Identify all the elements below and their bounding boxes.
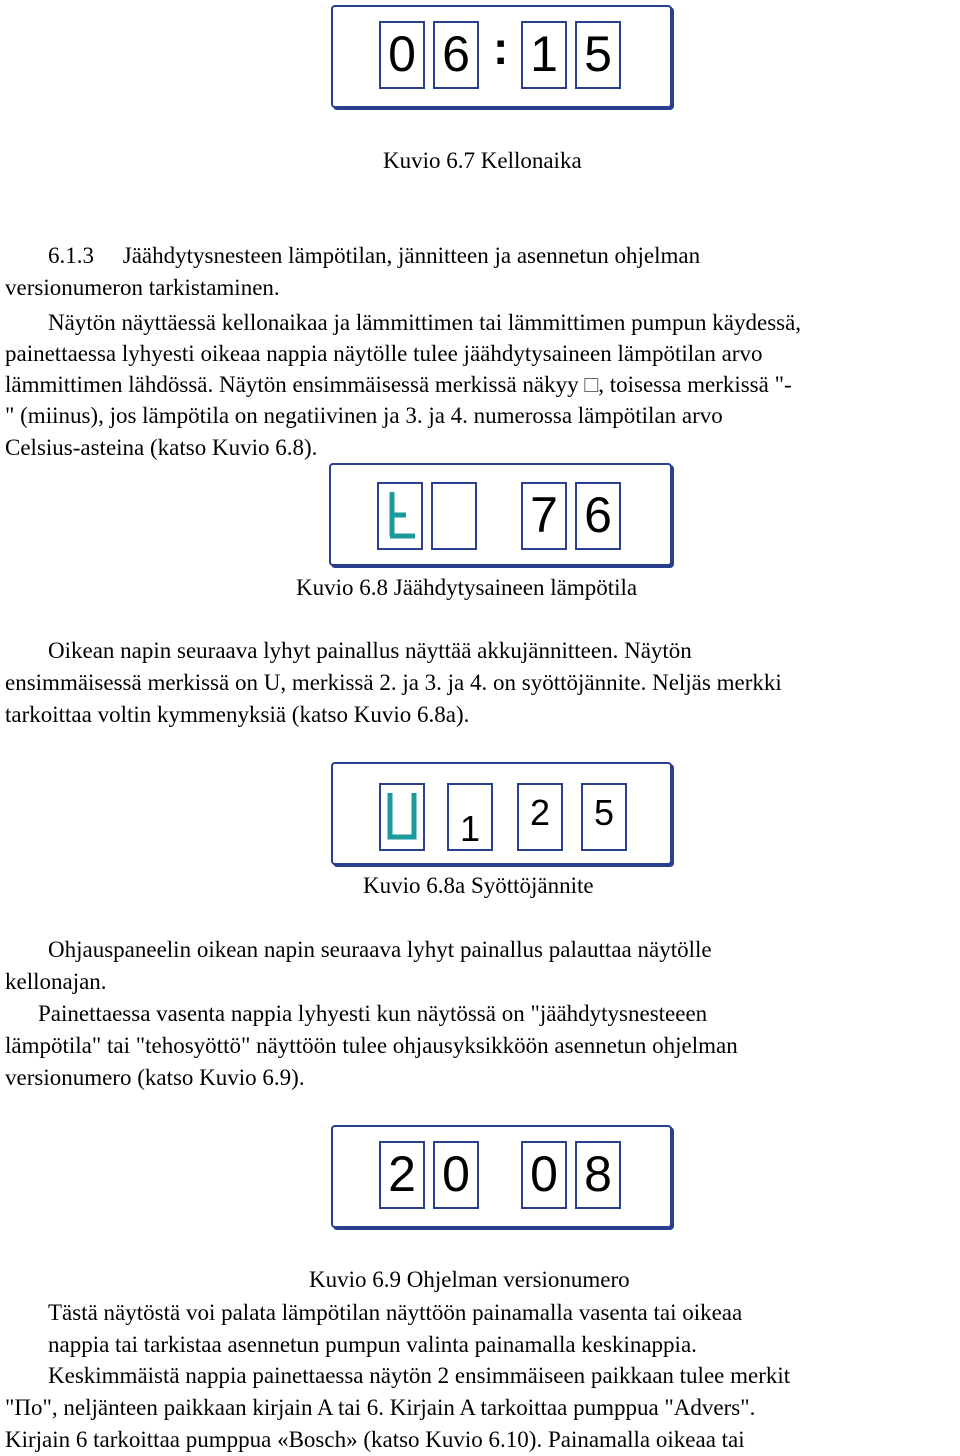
digit-cell-3	[521, 21, 567, 89]
paragraph-line: Tästä näytöstä voi palata lämpötilan näyttöön painamalla vasenta tai oikeaa	[48, 1300, 743, 1325]
paragraph-line: nappia tai tarkistaa asennetun pumpun valinta painamalla keskinappia.	[48, 1332, 697, 1357]
text-run: , toisessa merkissä "-	[598, 372, 792, 397]
digit: 5	[584, 26, 612, 82]
paragraph-line: Painettaessa vasenta nappia lyhyesti kun näytössä on "jäähdytysnesteeen	[38, 1001, 708, 1026]
digit: 0	[388, 26, 416, 82]
section-heading-cont: versionumeron tarkistaminen.	[5, 275, 280, 300]
segment-cell-2	[431, 482, 477, 550]
digit-cell-1	[379, 1141, 425, 1209]
digit: 1	[459, 808, 481, 849]
paragraph-line: " (miinus), jos lämpötila on negatiivinen ja 3. ja 4. numerossa lämpötilan arvo	[5, 403, 723, 428]
paragraph-line: versionumero (katso Kuvio 6.9).	[5, 1065, 305, 1090]
text-run: lämmittimen lähdössä. Näytön ensimmäisessä merkissä näkyy	[5, 372, 585, 397]
segment-cell-1	[379, 783, 425, 851]
paragraph-line: Celsius-asteina (katso Kuvio 6.8).	[5, 435, 318, 460]
figure-caption: Kuvio 6.9 Ohjelman versionumero	[309, 1267, 630, 1292]
digit: 2	[529, 792, 551, 833]
figure-caption: Kuvio 6.8 Jäähdytysaineen lämpötila	[296, 575, 638, 600]
figure-caption: Kuvio 6.8a Syöttöjännite	[363, 873, 594, 898]
paragraph-line: Oikean napin seuraava lyhyt painallus näyttää akkujännitteen. Näytön	[48, 638, 692, 663]
clock-display-panel	[331, 5, 672, 108]
digit: 5	[593, 792, 615, 833]
paragraph-line: Keskimmäistä nappia painettaessa näytön 2 ensimmäiseen paikkaan tulee merkit	[48, 1363, 791, 1388]
version-display-panel	[331, 1125, 672, 1228]
voltage-display-panel	[331, 762, 672, 865]
digit: 7	[530, 487, 558, 543]
paragraph-line: Näytön näyttäessä kellonaikaa ja lämmittimen tai lämmittimen pumpun käydessä,	[48, 310, 802, 335]
digit-cell-3	[517, 783, 563, 851]
digit: 8	[584, 1146, 612, 1202]
digit: 0	[442, 1146, 470, 1202]
digit-cell-2	[447, 783, 493, 851]
paragraph-line: ensimmäisessä merkissä on U, merkissä 2. ja 3. ja 4. on syöttöjännite. Neljäs merkki	[5, 670, 782, 695]
paragraph-line: painettaessa lyhyesti oikeaa nappia näytölle tulee jäähdytysaineen lämpötilan arvo	[5, 341, 763, 366]
digit: 2	[388, 1146, 416, 1202]
temperature-display-panel	[329, 463, 672, 566]
t-segment-icon	[379, 484, 421, 548]
digit-cell-2	[433, 1141, 479, 1209]
digit-cell-4	[575, 482, 621, 550]
digit: 6	[584, 487, 612, 543]
paragraph-line: Ohjauspaneelin oikean napin seuraava lyhyt painallus palauttaa näytölle	[48, 937, 712, 962]
time-separator: :	[493, 22, 509, 74]
figure-caption: Kuvio 6.7 Kellonaika	[383, 148, 582, 173]
digit: 6	[442, 26, 470, 82]
digit-cell-2	[433, 21, 479, 89]
digit: 1	[530, 26, 558, 82]
digit-cell-4	[575, 1141, 621, 1209]
digit-cell-4	[575, 21, 621, 89]
digit-cell-1	[379, 21, 425, 89]
section-heading: 6.1.3 Jäähdytysnesteen lämpötilan, jännitteen ja asennetun ohjelman	[48, 243, 701, 268]
paragraph-line: tarkoittaa voltin kymmenyksiä (katso Kuvio 6.8a).	[5, 702, 470, 727]
paragraph-line: "По", neljänteen paikkaan kirjain A tai 6. Kirjain A tarkoittaa pumppua "Advers".	[5, 1395, 756, 1420]
paragraph-line: kellonajan.	[5, 969, 107, 994]
digit-cell-3	[521, 1141, 567, 1209]
digit-cell-4	[581, 783, 627, 851]
segment-cell-1	[377, 482, 423, 550]
u-segment-icon	[381, 785, 423, 849]
box-symbol: □	[584, 371, 599, 397]
digit: 0	[530, 1146, 558, 1202]
digit-cell-3	[521, 482, 567, 550]
paragraph-line: Kirjain 6 tarkoittaa pumppua «Bosch» (katso Kuvio 6.10). Painamalla oikeaa tai	[5, 1427, 745, 1452]
paragraph-line: lämpötila" tai "tehosyöttö" näyttöön tulee ohjausyksikköön asennetun ohjelman	[5, 1033, 738, 1058]
paragraph-line	[5, 369, 792, 401]
